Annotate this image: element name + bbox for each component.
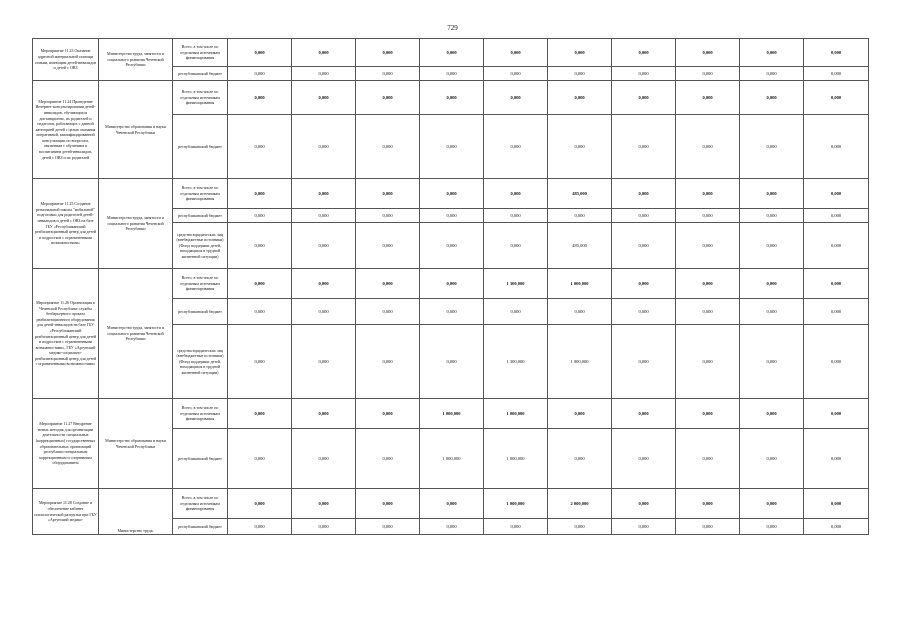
value-cell: 0,000 [740, 179, 804, 209]
value-cell: 1 000,000 [484, 429, 548, 489]
value-cell: 0,000 [420, 489, 484, 519]
value-cell: 0,000 [676, 429, 740, 489]
value-cell: 0,000 [676, 179, 740, 209]
value-cell: 0,000 [484, 39, 548, 67]
value-cell: 0,000 [228, 81, 292, 115]
value-cell: 0,000 [356, 81, 420, 115]
funding-source: республиканский бюджет [173, 115, 228, 179]
value-cell: 0,000 [740, 429, 804, 489]
value-cell: 0,000 [804, 429, 869, 489]
value-cell: 0,000 [228, 489, 292, 519]
value-cell: 0,000 [804, 299, 869, 325]
value-cell: 0,000 [356, 115, 420, 179]
measure-name: Мероприятие 11.25 Создание региональной школы "мобильной" подготовки для родителей детей-инвалидов и детей с ОВЗ на базе ГБУ «Республиканский реабилитационный центр для детей и подростков с ограниченными возможностями» [33, 179, 99, 269]
measure-name: Мероприятие 11.28 Создание и обеспечение кабинет психологической разгрузки при ГБУ «Аргунский медико- [33, 489, 99, 535]
value-cell: 0,000 [484, 209, 548, 223]
value-cell: 0,000 [676, 115, 740, 179]
value-cell: 0,000 [740, 81, 804, 115]
value-cell: 0,000 [804, 325, 869, 399]
value-cell: 0,000 [420, 299, 484, 325]
value-cell: 1 300,000 [484, 325, 548, 399]
value-cell: 0,000 [676, 39, 740, 67]
value-cell: 0,000 [740, 209, 804, 223]
value-cell: 0,000 [356, 39, 420, 67]
value-cell: 0,000 [356, 489, 420, 519]
value-cell: 0,000 [356, 269, 420, 299]
value-cell: 0,000 [292, 81, 356, 115]
value-cell: 0,000 [676, 209, 740, 223]
value-cell: 1 000,000 [420, 399, 484, 429]
value-cell: 0,000 [612, 179, 676, 209]
value-cell: 0,000 [612, 399, 676, 429]
executor: Министерство труда, занятости и социального развития Чеченской Республики [99, 179, 173, 269]
value-cell: 0,000 [548, 209, 612, 223]
value-cell: 0,000 [228, 209, 292, 223]
value-cell: 0,000 [804, 209, 869, 223]
value-cell: 0,000 [612, 223, 676, 269]
value-cell: 0,000 [484, 179, 548, 209]
value-cell: 0,000 [420, 325, 484, 399]
value-cell: 0,000 [804, 519, 869, 535]
value-cell: 0,000 [420, 39, 484, 67]
page-number: 729 [447, 24, 458, 32]
funding-source: Всего, в том числе по отдельным источникам финансирования [173, 269, 228, 299]
value-cell: 0,000 [356, 519, 420, 535]
value-cell: 0,000 [420, 81, 484, 115]
value-cell: 0,000 [292, 429, 356, 489]
value-cell: 0,000 [804, 115, 869, 179]
value-cell: 0,000 [484, 115, 548, 179]
value-cell: 0,000 [740, 67, 804, 81]
value-cell: 0,000 [420, 209, 484, 223]
value-cell: 0,000 [228, 299, 292, 325]
value-cell: 0,000 [548, 429, 612, 489]
value-cell: 0,000 [356, 429, 420, 489]
value-cell: 0,000 [292, 67, 356, 81]
value-cell: 0,000 [292, 39, 356, 67]
value-cell: 0,000 [612, 81, 676, 115]
value-cell: 0,000 [356, 299, 420, 325]
table-row [33, 399, 869, 429]
value-cell: 0,000 [548, 115, 612, 179]
value-cell: 0,000 [228, 325, 292, 399]
funding-source: средства юридических лиц (внебюджетные источники) (Фонд поддержки детей, находящихся в трудной жизненной ситуации) [173, 325, 228, 399]
table-row [33, 81, 869, 115]
value-cell: 0,000 [484, 519, 548, 535]
value-cell: 0,000 [804, 489, 869, 519]
budget-table [32, 38, 869, 535]
value-cell: 0,000 [356, 325, 420, 399]
value-cell: 0,000 [228, 223, 292, 269]
measure-name: Мероприятие 11.27 Внедрение новых методик для организации деятельности специальных (коррекционных) государственных образовательных организаций республики специальным коррекционным и спортивным оборудованием [33, 399, 99, 489]
value-cell: 0,000 [292, 179, 356, 209]
value-cell: 0,000 [612, 299, 676, 325]
value-cell: 0,000 [420, 67, 484, 81]
funding-source: республиканский бюджет [173, 209, 228, 223]
value-cell: 1 000,000 [548, 269, 612, 299]
value-cell: 0,000 [676, 223, 740, 269]
value-cell: 1 000,000 [484, 399, 548, 429]
table-row [33, 39, 869, 67]
value-cell: 0,000 [292, 399, 356, 429]
value-cell: 0,000 [676, 519, 740, 535]
value-cell: 0,000 [484, 223, 548, 269]
value-cell: 0,000 [740, 399, 804, 429]
value-cell: 0,000 [548, 299, 612, 325]
value-cell: 0,000 [612, 115, 676, 179]
value-cell: 1 300,000 [484, 269, 548, 299]
value-cell: 0,000 [228, 179, 292, 209]
table-row [33, 269, 869, 299]
value-cell: 0,000 [676, 489, 740, 519]
value-cell: 0,000 [612, 39, 676, 67]
value-cell: 0,000 [740, 299, 804, 325]
executor: Министерство образования и науки Чеченской Республики [99, 81, 173, 179]
value-cell: 0,000 [548, 399, 612, 429]
value-cell: 0,000 [356, 179, 420, 209]
value-cell: 0,000 [740, 223, 804, 269]
value-cell: 0,000 [676, 299, 740, 325]
value-cell: 0,000 [484, 67, 548, 81]
table-row [33, 489, 869, 519]
value-cell: 0,000 [484, 299, 548, 325]
measure-name: Мероприятие 11.23 Оказание адресной материальной помощи семьям, имеющим детей-инвалидов и детей с ОВЗ [33, 39, 99, 81]
value-cell: 0,000 [676, 67, 740, 81]
measure-name: Мероприятие 11.26 Организация в Чеченской Республике службы безбарьерного проката реабилитационного оборудования для детей-инвалидов на базе ГБУ «Республиканский реабилитационный центр для детей и подростков с ограниченными возможностями», ГБУ «Аргунский медико-социально-реабилитационный центр для детей с ограниченными возможностями» [33, 269, 99, 399]
value-cell: 0,000 [292, 223, 356, 269]
executor: Министерство труда, занятости и социального развития Чеченской Республики [99, 39, 173, 81]
value-cell: 0,000 [804, 67, 869, 81]
value-cell: 0,000 [676, 399, 740, 429]
value-cell: 0,000 [228, 429, 292, 489]
executor: Министерство образования и науки Чеченской Республики [99, 399, 173, 489]
value-cell: 0,000 [292, 325, 356, 399]
value-cell: 0,000 [292, 489, 356, 519]
value-cell: 0,000 [804, 223, 869, 269]
value-cell: 0,000 [740, 489, 804, 519]
value-cell: 0,000 [228, 115, 292, 179]
value-cell: 0,000 [228, 39, 292, 67]
measure-name: Мероприятие 11.24 Проведение Интернет-консультирования детей-инвалидов, обучающихся дистанционно, их родителей и педагогов, работающих с данной категорией детей с целью оказания оперативной, квалифицированной консультации по вопросам, связанным с обучением и воспитанием детей-инвалидов, детей с ОВЗ и их родителей [33, 81, 99, 179]
funding-source: республиканский бюджет [173, 429, 228, 489]
value-cell: 0,000 [292, 209, 356, 223]
value-cell: 485,000 [548, 223, 612, 269]
value-cell: 0,000 [292, 115, 356, 179]
funding-source: Всего, в том числе по отдельным источникам финансирования [173, 489, 228, 519]
value-cell: 0,000 [356, 223, 420, 269]
value-cell: 0,000 [356, 399, 420, 429]
funding-source: Всего, в том числе по отдельным источникам финансирования [173, 179, 228, 209]
funding-source: Всего, в том числе по отдельным источникам финансирования [173, 399, 228, 429]
value-cell: 0,000 [676, 269, 740, 299]
value-cell: 1 000,000 [420, 429, 484, 489]
value-cell: 0,000 [356, 209, 420, 223]
value-cell: 0,000 [228, 399, 292, 429]
value-cell: 0,000 [292, 269, 356, 299]
value-cell: 0,000 [292, 299, 356, 325]
value-cell: 0,000 [612, 489, 676, 519]
value-cell: 0,000 [740, 519, 804, 535]
value-cell: 0,000 [420, 223, 484, 269]
value-cell: 0,000 [804, 179, 869, 209]
value-cell: 0,000 [612, 519, 676, 535]
value-cell: 0,000 [484, 81, 548, 115]
value-cell: 0,000 [228, 67, 292, 81]
value-cell: 0,000 [228, 519, 292, 535]
value-cell: 0,000 [804, 39, 869, 67]
value-cell: 1 000,000 [484, 489, 548, 519]
value-cell: 0,000 [420, 115, 484, 179]
value-cell: 0,000 [612, 429, 676, 489]
value-cell: 0,000 [292, 519, 356, 535]
value-cell: 0,000 [356, 67, 420, 81]
value-cell: 0,000 [740, 269, 804, 299]
funding-source: средства юридических лиц (внебюджетные источники) (Фонд поддержки детей, находящихся в трудной жизненной ситуации) [173, 223, 228, 269]
funding-source: Всего, в том числе по отдельным источникам финансирования [173, 39, 228, 67]
value-cell: 0,000 [612, 209, 676, 223]
value-cell: 0,000 [740, 39, 804, 67]
value-cell: 0,000 [804, 399, 869, 429]
value-cell: 0,000 [676, 325, 740, 399]
value-cell: 485,000 [548, 179, 612, 209]
value-cell: 0,000 [612, 325, 676, 399]
value-cell: 0,000 [420, 179, 484, 209]
value-cell: 0,000 [420, 269, 484, 299]
value-cell: 0,000 [548, 67, 612, 81]
value-cell: 0,000 [804, 269, 869, 299]
value-cell: 2 000,000 [548, 489, 612, 519]
executor: Министерство труда, [99, 489, 173, 535]
funding-source: республиканский бюджет [173, 67, 228, 81]
value-cell: 1 000,000 [548, 325, 612, 399]
value-cell: 0,000 [228, 269, 292, 299]
executor: Министерство труда, занятости и социального развития Чеченской Республики [99, 269, 173, 399]
funding-source: республиканский бюджет [173, 519, 228, 535]
value-cell: 0,000 [548, 519, 612, 535]
value-cell: 0,000 [612, 269, 676, 299]
funding-source: республиканский бюджет [173, 299, 228, 325]
value-cell: 0,000 [548, 39, 612, 67]
value-cell: 0,000 [612, 67, 676, 81]
value-cell: 0,000 [548, 81, 612, 115]
table-row [33, 179, 869, 209]
value-cell: 0,000 [740, 115, 804, 179]
funding-source: Всего, в том числе по отдельным источникам финансирования [173, 81, 228, 115]
value-cell: 0,000 [420, 519, 484, 535]
value-cell: 0,000 [676, 81, 740, 115]
value-cell: 0,000 [804, 81, 869, 115]
value-cell: 0,000 [740, 325, 804, 399]
